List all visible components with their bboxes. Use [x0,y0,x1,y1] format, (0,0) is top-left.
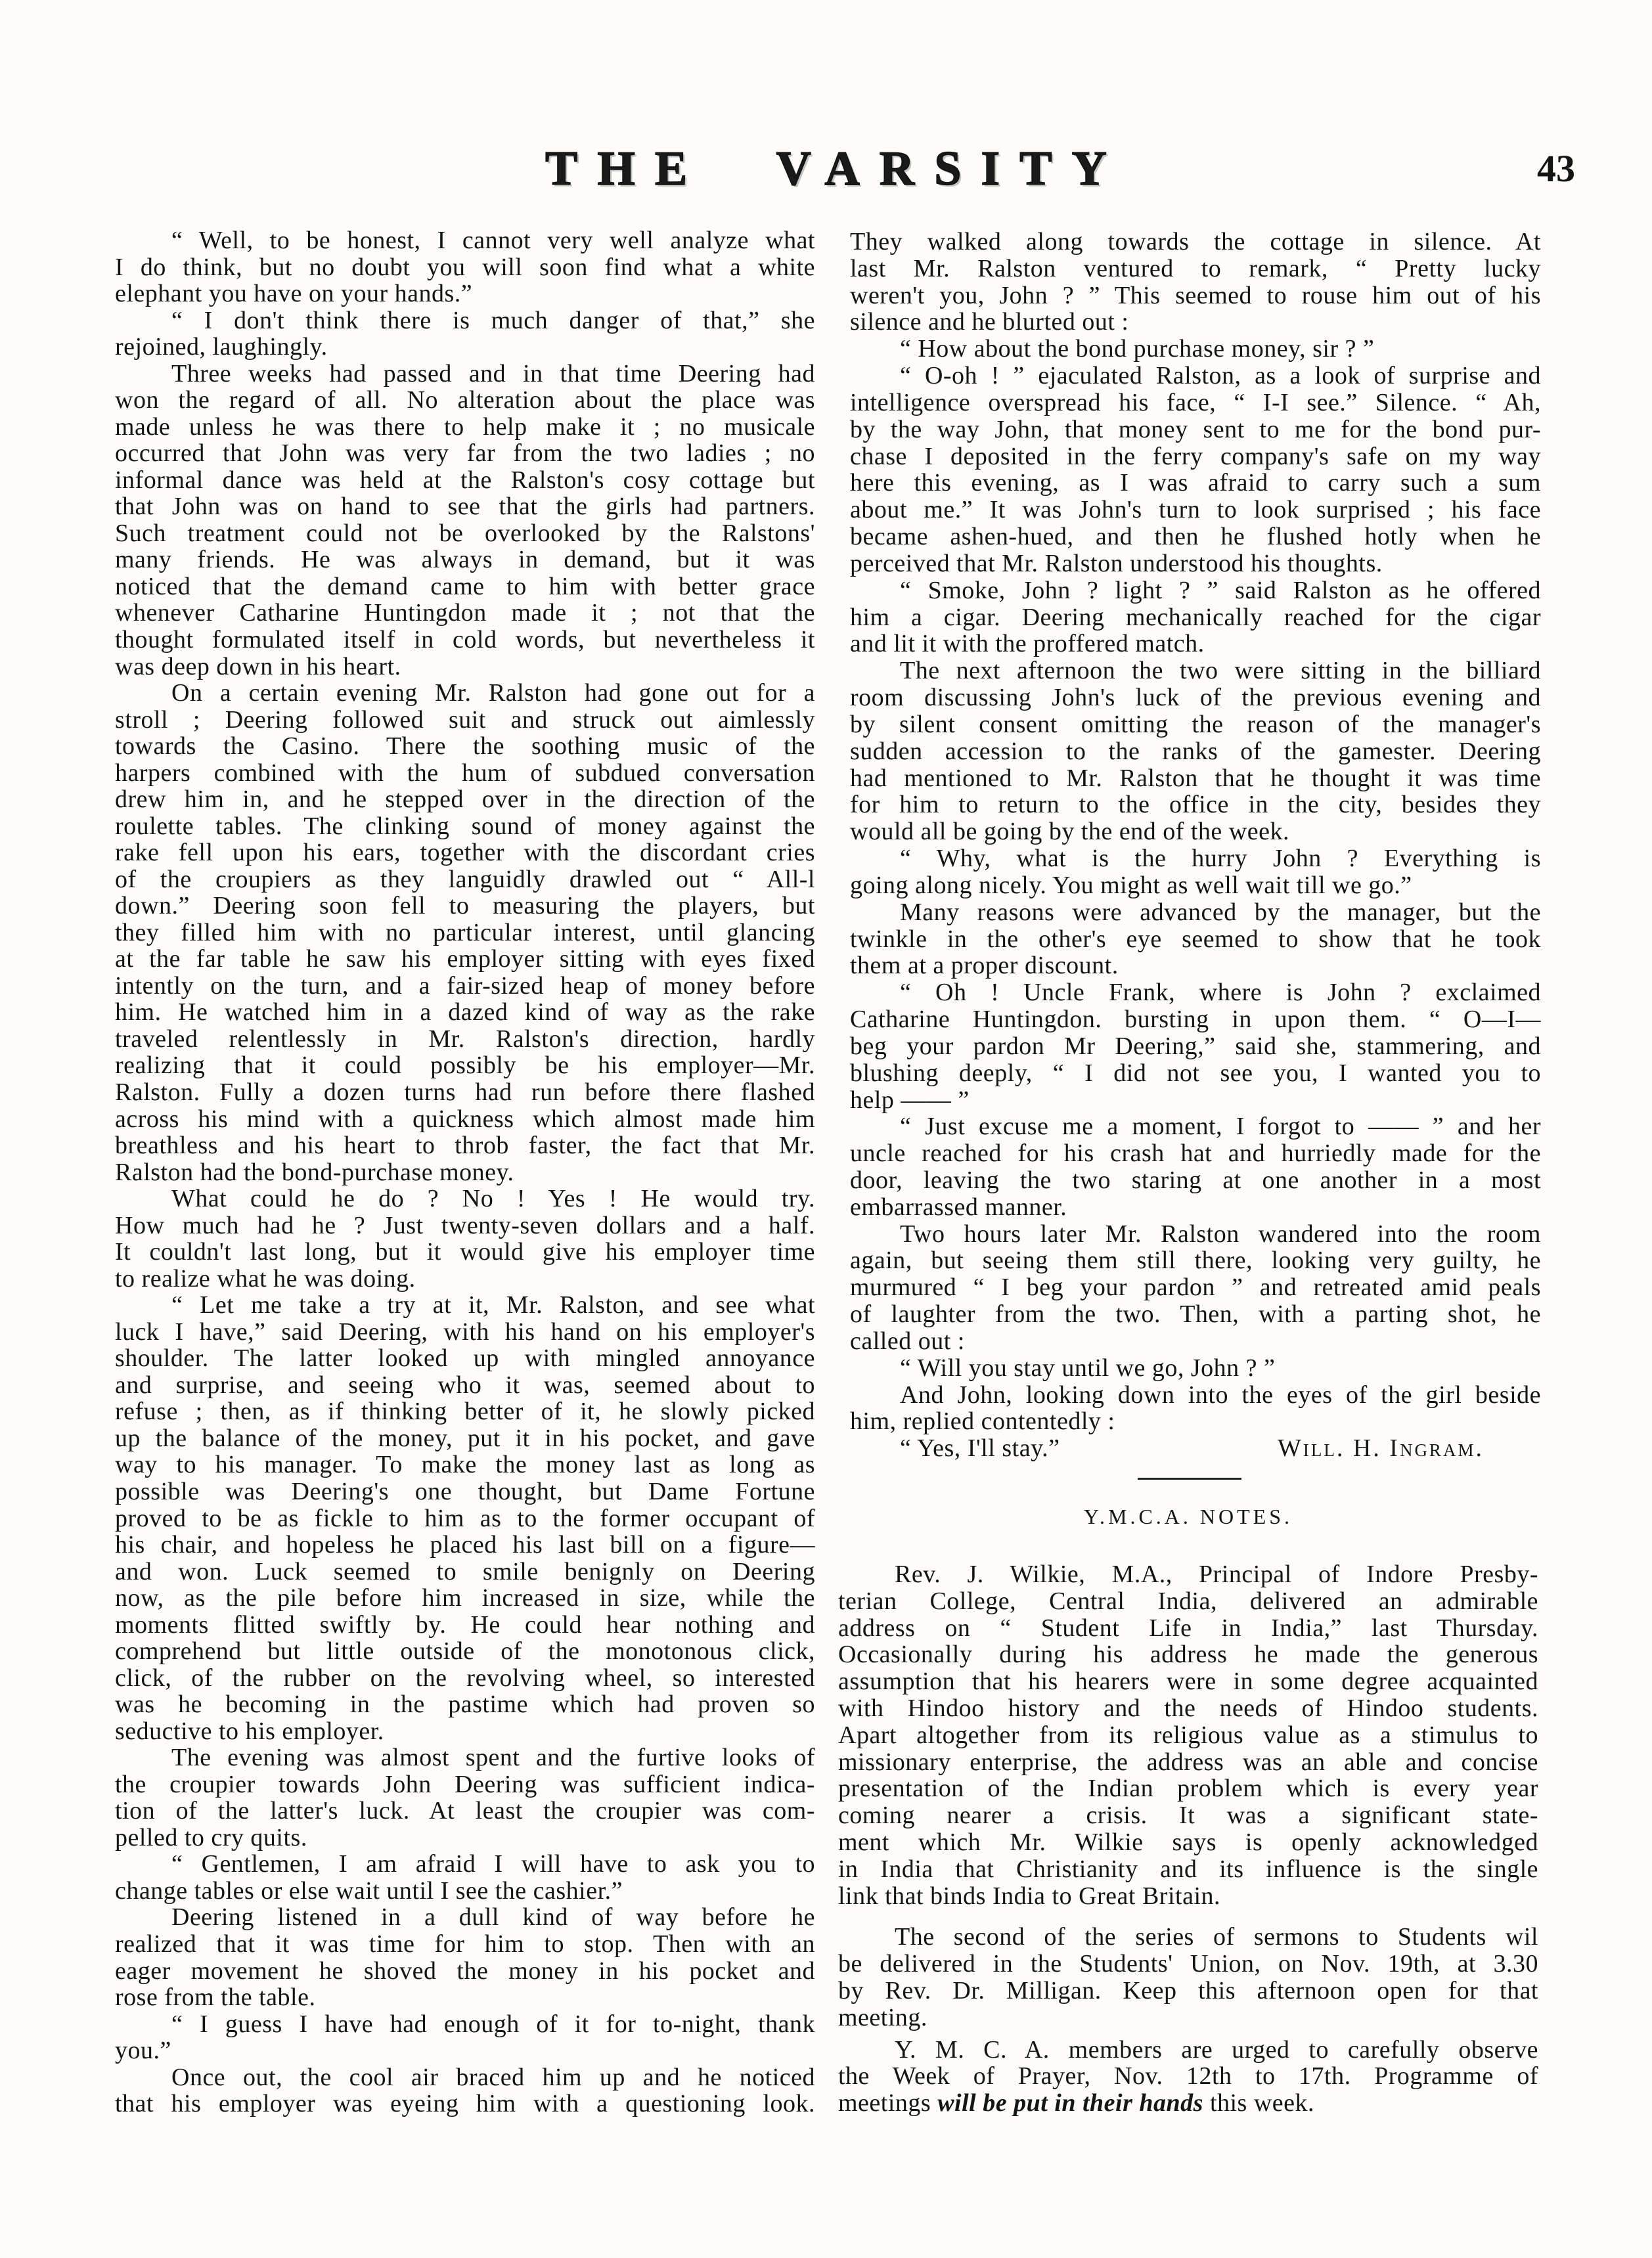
text-line: for him to return to the office in the city, besides they [850,791,1541,819]
text-line: they filled him with no particular interest, until glancing [115,918,815,946]
text-line: murmured “ I beg your pardon ” and retreated amid peals [850,1273,1541,1302]
text-line: “ I don't think there is much danger of that,” she [171,306,815,334]
paragraph [850,1113,1541,1220]
text-line: door, leaving the two staring at one another in a most [850,1166,1541,1194]
text-line: drew him in, and he stepped over in the direction of the [115,786,815,814]
text-line: many friends. He was always in demand, but it was [115,546,815,574]
text-line: Rev. J. Wilkie, M.A., Principal of Indore Presby- [895,1561,1538,1588]
text-line: of laughter from the two. Then, with a parting shot, he [850,1300,1541,1329]
text-line: moments flitted swiftly by. He could hear nothing and [115,1610,815,1639]
text-line: traveled relentlessly in Mr. Ralston's direction, hardly [115,1025,815,1053]
section-rule [1138,1478,1241,1480]
text-line: link that binds India to Great Britain. [838,1882,1221,1910]
paragraph [850,899,1541,979]
text-line: seductive to his employer. [115,1717,384,1745]
text-line: in India that Christianity and its influence is the single [838,1855,1538,1883]
text-line: “ Will you stay until we go, John ? ” [900,1354,1276,1382]
text-line: the Week of Prayer, Nov. 12th to 17th. Programme of [838,2062,1538,2091]
text-line: realizing that it could possibly be his employer—Mr. [115,1052,815,1080]
text-line: shoulder. The latter looked up with mingled annoyance [115,1344,815,1373]
text-line: breathless and his heart to throb faster, the fact that Mr. [115,1132,815,1160]
text-line: rake fell upon his ears, together with the discordant cries [115,839,815,867]
paragraph [838,1924,1538,2031]
text-line: was he becoming in the pastime which had proven so [115,1691,815,1719]
signature-line [850,1435,1541,1462]
text-line: them at a proper discount. [850,952,1119,980]
paragraph [838,1561,1538,1909]
text-line: change tables or else wait until I see the cashier.” [115,1876,623,1905]
text-line: of the croupiers as they languidly drawled out “ All-l [115,865,815,893]
text-line: elephant you have on your hands.” [115,280,473,308]
text-line: informal dance was held at the Ralston's cosy cottage but [115,466,815,494]
text-line: by the way John, that money sent to me for the bond pur- [850,415,1541,443]
paragraph [850,979,1541,1113]
text-line: It couldn't last long, but it would give his employer time [115,1238,815,1266]
emphasized-text: will be put in their hands [937,2089,1203,2117]
text-line: with Hindoo history and the needs of Hindoo students. [838,1694,1538,1722]
text-line: way to his manager. To make the money last as long as [115,1451,815,1479]
text-line: him. He watched him in a dazed kind of way as the rake [115,998,815,1027]
text-line: “ O-oh ! ” ejaculated Ralston, as a look of surprise and [900,362,1541,390]
text-run: this week. [1203,2089,1315,2117]
text-line: coming nearer a crisis. It was a significant state- [838,1802,1538,1830]
text-run: meetings [838,2089,938,2117]
text-line: “ Why, what is the hurry John ? Everything is [900,845,1541,873]
paragraph [850,1382,1541,1436]
text-line: The second of the series of sermons to Students wil [895,1923,1538,1951]
text-line: comprehend but little outside of the monotonous click, [115,1637,815,1666]
text-line: refuse ; then, as if thinking better of it, he slowly picked [115,1398,815,1426]
text-line: proved to be as fickle to him as to the former occupant of [115,1504,815,1532]
paragraph [850,657,1541,845]
text-line: by silent consent omitting the reason of the manager's [850,710,1541,738]
text-line: occurred that John was very far from the two ladies ; no [115,439,815,468]
text-line: noticed that the demand came to him with better grace [115,572,815,600]
text-line: possible was Deering's one thought, but Dame Fortune [115,1477,815,1505]
text-line: They walked along towards the cottage in silence. At [850,228,1541,255]
paragraph [850,363,1541,577]
text-line: Y. M. C. A. members are urged to carefully observe [895,2035,1538,2064]
text-line: and surprise, and seeing who it was, seemed about to [115,1371,815,1399]
text-line: his chair, and hopeless he placed his last bill on a figure— [115,1531,815,1559]
text-line: down.” Deering soon fell to measuring the players, but [115,892,815,920]
text-line: him a cigar. Deering mechanically reached for the cigar [850,603,1541,631]
story-continuation [850,229,1541,1435]
text-line: Three weeks had passed and in that time Deering had [171,359,815,387]
text-line: that his employer was eyeing him with a questioning look. [115,2090,815,2118]
text-line: to realize what he was doing. [115,1264,416,1293]
paragraph [115,1851,815,1904]
text-line: eager movement he shoved the money in his pocket and [115,1957,815,1985]
text-line: was deep down in his heart. [115,652,401,680]
text-line: weren't you, John ? ” This seemed to rouse him out of his [850,281,1541,309]
text-line: made unless he was there to help make it ; no musicale [115,412,815,441]
text-line: thought formulated itself in cold words, but nevertheless it [115,625,815,653]
text-line: and lit it with the proffered match. [850,630,1205,658]
text-line: embarrassed manner. [850,1193,1067,1221]
paragraph [115,361,815,680]
text-line: intently on the turn, and a fair-sized heap of money before [115,971,815,1000]
text-line: meeting. [838,2003,927,2031]
paragraph [850,336,1541,363]
text-line: Once out, the cool air braced him up and he noticed [171,2063,815,2091]
ymca-notes-title: Y.M.C.A. NOTES. [1084,1505,1293,1528]
text-line: harpers combined with the hum of subdued conversation [115,759,815,787]
text-line: whenever Catharine Huntingdon made it ; not that the [115,599,815,627]
text-line: and won. Luck seemed to smile benignly on Deering [115,1557,815,1585]
text-line: silence and he blurted out : [850,308,1129,336]
text-line: On a certain evening Mr. Ralston had gone out for a [171,679,815,707]
text-line: I do think, but no doubt you will soon find what a white [115,253,815,281]
ymca-notes-section [838,1561,1538,2117]
text-line: Catharine Huntingdon. bursting in upon them. “ O—I— [850,1006,1541,1034]
text-line: presentation of the Indian problem which is every year [838,1775,1538,1803]
text-line: here this evening, as I was afraid to carry such a sum [850,469,1541,497]
text-line: going along nicely. You might as well wait till we go.” [850,871,1412,899]
paragraph [115,1904,815,2010]
left-column [115,227,815,2117]
text-line: beg your pardon Mr Deering,” said she, stammering, and [850,1032,1541,1060]
text-line: Occasionally during his address he made the generous [838,1641,1538,1669]
paragraph [850,1221,1541,1355]
text-line: up the balance of the money, put it in his pocket, and gave [115,1424,815,1452]
text-line: ment which Mr. Wilkie says is openly acknowledged [838,1828,1538,1856]
paragraph [850,845,1541,899]
paragraph [115,2064,815,2117]
text-line: missionary enterprise, the address was an able and concise [838,1748,1538,1776]
paragraph [850,1355,1541,1382]
text-line: “ I guess I have had enough of it for to-night, thank [171,2010,815,2038]
paragraph [115,227,815,307]
text-line: that John was on hand to see that the girls had partners. [115,493,815,521]
text-line: the croupier towards John Deering was sufficient indica- [115,1770,815,1798]
text-line: pelled to cry quits. [115,1823,307,1851]
text-line: now, as the pile before him increased in size, while the [115,1584,815,1612]
text-line: Apart altogether from its religious value as a stimulus to [838,1721,1538,1749]
text-line: twinkle in the other's eye seemed to show that he took [850,925,1541,953]
text-line: sudden accession to the ranks of the gamester. Deering [850,737,1541,765]
paragraph [115,307,815,361]
text-line: chase I deposited in the ferry company's safe on my way [850,442,1541,470]
text-line: would all be going by the end of the week. [850,818,1289,846]
text-line: “ Oh ! Uncle Frank, where is John ? exclaimed [900,979,1541,1007]
text-line: “ Well, to be honest, I cannot very well analyze what [171,227,815,254]
text-line: “ Just excuse me a moment, I forgot to —— ” and her [900,1113,1541,1141]
text-line: luck I have,” said Deering, with his hand on his employer's [115,1317,815,1346]
paragraph [850,229,1541,336]
text-line: won the regard of all. No alteration about the place was [115,386,815,414]
author-byline: Will. H. Ingram. [1278,1434,1484,1463]
story-closing-quote: “ Yes, I'll stay.” [900,1434,1060,1463]
paragraph [115,680,815,1185]
text-line: intelligence overspread his face, “ I-I see.” Silence. “ Ah, [850,388,1541,416]
text-line: rose from the table. [115,1983,316,2012]
text-line: How much had he ? Just twenty-seven dollars and a half. [115,1211,815,1239]
text-line: Two hours later Mr. Ralston wandered into the room [900,1220,1541,1248]
text-line: perceived that Mr. Ralston understood his thoughts. [850,549,1383,577]
paragraph [115,1185,815,1292]
text-line: rejoined, laughingly. [115,333,328,361]
paragraph [115,2011,815,2064]
text-line: about me.” It was John's turn to look surprised ; his face [850,496,1541,524]
text-line: “ Smoke, John ? light ? ” said Ralston as he offered [900,576,1541,604]
text-line: room discussing John's luck of the previous evening and [850,684,1541,712]
text-line: at the far table he saw his employer sitting with eyes fixed [115,945,815,973]
text-line: address on “ Student Life in India,” last Thursday. [838,1614,1538,1642]
text-line: roulette tables. The clinking sound of money against the [115,812,815,840]
text-line: stroll ; Deering followed suit and struck out aimlessly [115,705,815,734]
text-line: Such treatment could not be overlooked by the Ralstons' [115,519,815,547]
text-line: uncle reached for his crash hat and hurriedly made for the [850,1140,1541,1168]
text-line: And John, looking down into the eyes of the girl beside [900,1381,1541,1409]
text-line: click, of the rubber on the revolving wheel, so interested [115,1664,815,1692]
text-line: by Rev. Dr. Milligan. Keep this afternoon open for that [838,1976,1538,2004]
text-line: “ Gentlemen, I am afraid I will have to ask you to [171,1850,815,1878]
text-line: towards the Casino. There the soothing music of the [115,732,815,761]
text-line [838,2090,1538,2117]
text-line: had mentioned to Mr. Ralston that he thought it was time [850,764,1541,792]
right-column-story [850,229,1541,1462]
text-line: him, replied contentedly : [850,1407,1115,1436]
text-line: “ Let me take a try at it, Mr. Ralston, and see what [171,1291,815,1319]
text-line: tion of the latter's luck. At least the croupier was com- [115,1797,815,1825]
text-line: last Mr. Ralston ventured to remark, “ Pretty lucky [850,254,1541,282]
text-line: again, but seeing them still there, looking very guilty, he [850,1247,1541,1275]
paragraph [115,1292,815,1744]
text-line: became ashen-hued, and then he flushed hotly when he [850,523,1541,551]
text-line: realized that it was time for him to stop. Then with an [115,1930,815,1958]
text-line: be delivered in the Students' Union, on Nov. 19th, at 3.30 [838,1950,1538,1978]
text-line: Ralston. Fully a dozen turns had run before there flashed [115,1078,815,1106]
text-line: you.” [115,2037,171,2065]
paragraph [850,577,1541,657]
text-line: help —— ” [850,1086,970,1114]
paragraph [115,1744,815,1851]
text-line: “ How about the bond purchase money, sir ? ” [900,335,1375,363]
text-line: Ralston had the bond-purchase money. [115,1158,514,1186]
text-line: The evening was almost spent and the furtive looks of [171,1744,815,1772]
text-line: assumption that his hearers were in some degree acquainted [838,1668,1538,1696]
paragraph [838,2037,1538,2117]
text-line: across his mind with a quickness which almost made him [115,1105,815,1133]
text-line: terian College, Central India, delivered an admirable [838,1587,1538,1615]
page-number: 43 [1537,147,1575,190]
text-line: called out : [850,1327,965,1355]
text-line: What could he do ? No ! Yes ! He would try. [171,1185,815,1213]
text-line: The next afternoon the two were sitting in the billiard [900,657,1541,685]
text-line: Many reasons were advanced by the manager, but the [900,898,1541,926]
masthead-title: THE VARSITY [545,142,1127,196]
text-line: blushing deeply, “ I did not see you, I wanted you to [850,1059,1541,1087]
text-line: Deering listened in a dull kind of way before he [171,1903,815,1932]
